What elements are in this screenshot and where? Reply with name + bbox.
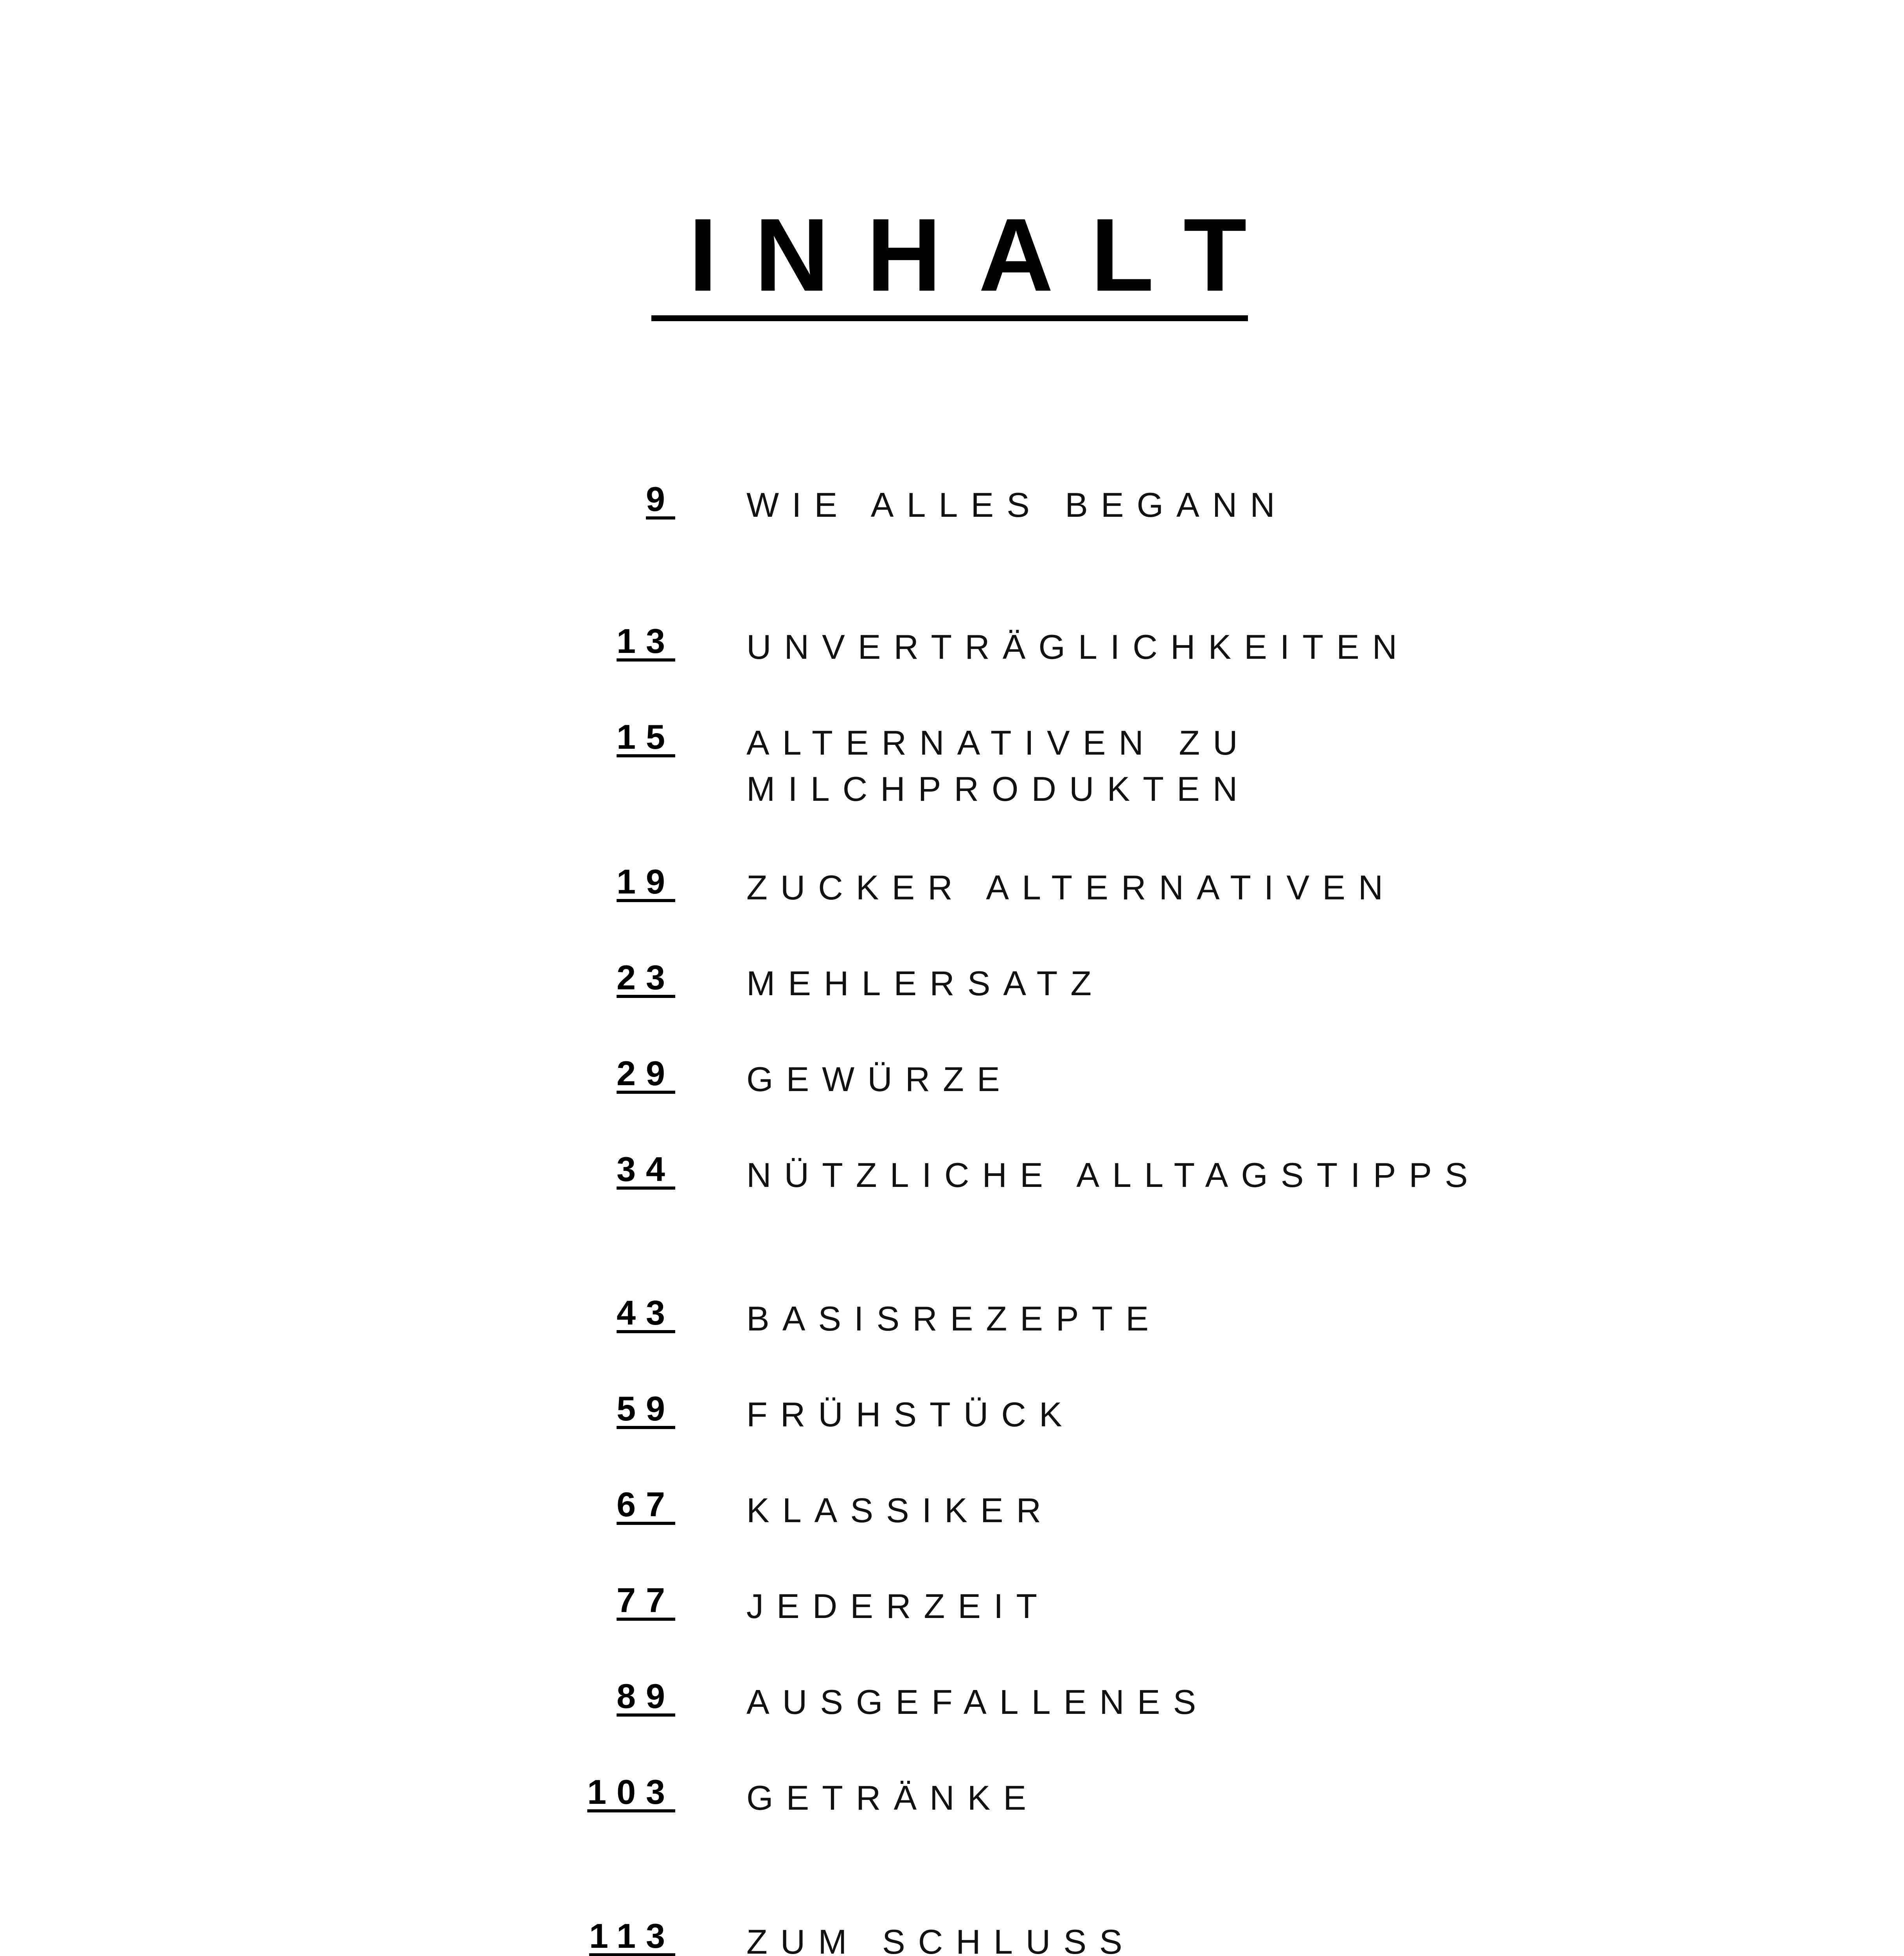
page-title: INHALT xyxy=(689,197,1284,313)
toc-page-number: 19 xyxy=(617,862,675,901)
toc-entry-label: UNVERTRÄGLICHKEITEN xyxy=(746,627,1410,666)
toc-page-number: 15 xyxy=(617,717,675,756)
toc-entry-label: ZUM SCHLUSS xyxy=(746,1922,1135,1956)
toc-page-number: 89 xyxy=(617,1677,675,1715)
toc-entry-label: ZUCKER ALTERNATIVEN xyxy=(746,868,1396,907)
toc-entry-label: WIE ALLES BEGANN xyxy=(746,485,1288,524)
toc-entry-label: ALTERNATIVEN ZU MILCHPRODUKTEN xyxy=(746,723,1251,808)
toc-page-number: 113 xyxy=(589,1916,675,1955)
toc-entry-label: FRÜHSTÜCK xyxy=(746,1395,1075,1434)
toc-page-number: 34 xyxy=(617,1150,675,1188)
toc-page-number: 59 xyxy=(617,1389,675,1428)
toc-page-number: 77 xyxy=(617,1581,675,1620)
toc-entry-label: MEHLERSATZ xyxy=(746,964,1105,1003)
toc-page-number: 9 xyxy=(646,480,675,518)
toc-entry-label: JEDERZEIT xyxy=(746,1587,1050,1625)
toc-page-number: 103 xyxy=(587,1773,675,1811)
toc-page-number: 23 xyxy=(617,958,675,997)
toc-page-number: 29 xyxy=(617,1054,675,1093)
toc-entry-label: KLASSIKER xyxy=(746,1491,1054,1530)
toc-entry-label: AUSGEFALLENES xyxy=(746,1683,1209,1721)
toc-entry-label: NÜTZLICHE ALLTAGSTIPPS xyxy=(746,1156,1481,1194)
toc-page-number: 43 xyxy=(617,1293,675,1332)
toc-entry-label: BASISREZEPTE xyxy=(746,1299,1162,1338)
toc-entry-label: GEWÜRZE xyxy=(746,1060,1013,1098)
toc-page-number: 67 xyxy=(617,1485,675,1524)
toc-entry-label: GETRÄNKE xyxy=(746,1778,1039,1817)
toc-page-number: 13 xyxy=(617,622,675,660)
